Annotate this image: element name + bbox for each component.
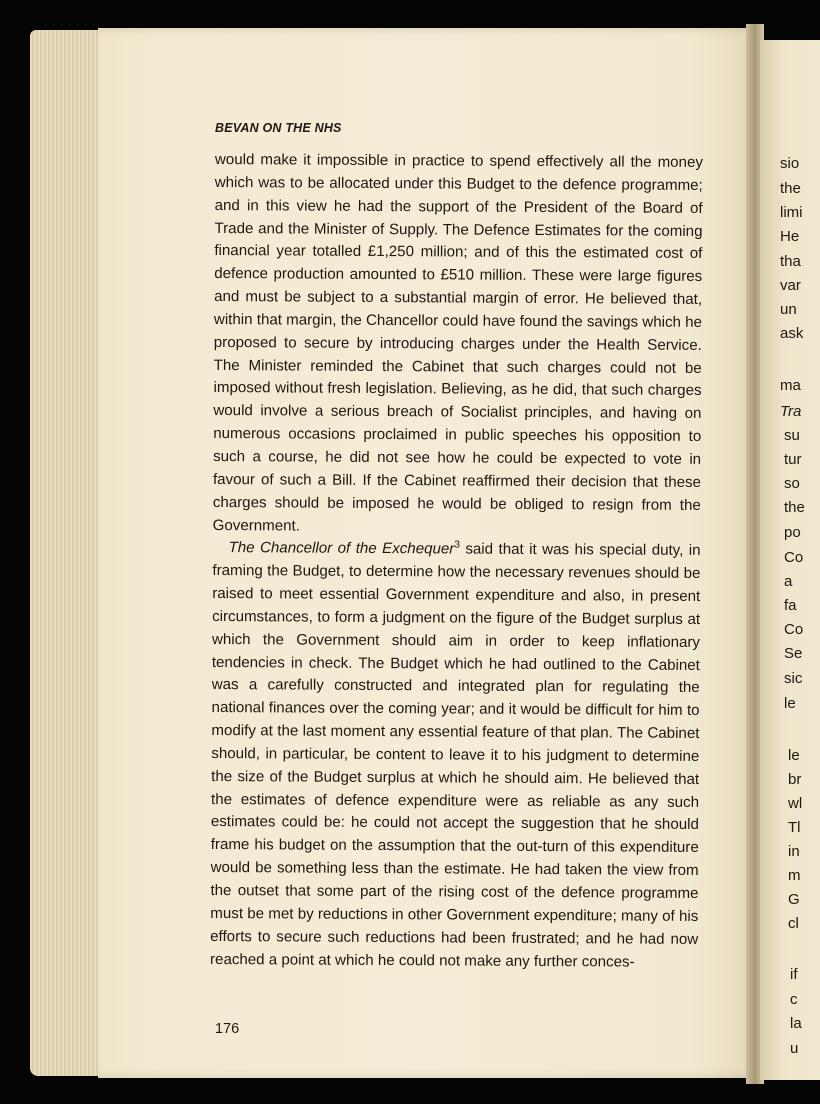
facing-page-fragment: un — [780, 301, 797, 318]
facing-page-fragment: He — [780, 228, 800, 245]
facing-page-fragment: Co — [784, 549, 804, 566]
facing-page-fragment: tur — [784, 451, 802, 468]
facing-page-fragment: in — [788, 843, 800, 860]
facing-page-fragment: sic — [784, 670, 803, 687]
facing-page-fragment: Tl — [788, 819, 801, 836]
facing-page-fragment: Se — [784, 645, 803, 662]
facing-page-fragment: po — [784, 524, 801, 541]
facing-page-fragment: cl — [788, 915, 799, 932]
facing-page-fragment: c — [790, 991, 798, 1008]
paragraph-1: would make it impossible in practice to spend effectively all the money which was to be allocated under this Budget to the defence programme; and in this view he had the support of the President of the Board of Trade and the Minister of Supply. The Defence Estimates for the coming financial year totalled £1,250 million; and of this the estimated cost of defence production amounted to £510 million. These were large figures and must be subject to a substantial margin of error. He believed that, within that margin, the Chancellor could have found the savings which he proposed to secure by introducing charges under the Health Service. The Minister reminded the Cabinet that such charges could not be imposed without fresh legislation. Believing, as he did, that such charges would involve a serious breach of Socialist principles, and having on numerous occasions proclaimed in public speeches his opposition to such a course, he did not see how he could be expected to vote in favour of such a Bill. If the Cabinet reaffirmed their decision that these charges should be imposed he would be obliged to resign from the Government. — [212, 150, 703, 535]
facing-page-fragment: fa — [784, 597, 797, 614]
facing-page-fragment: tha — [780, 253, 801, 270]
facing-page-fragment: limi — [780, 204, 803, 221]
paragraph-2-text: said that it was his special duty, in framing the Budget, to determine how the necessary revenues should be raised to meet essential Government expenditure and also, in present circumstances, to form a judgment on the figure of the Budget surplus at which the Government should aim in order to keep inflationary tendencies in check. The Budget which he had outlined to the Cabinet was a carefully constructed and integrated plan for regulating the national finances over the coming year; and it would be difficult for him to modify at the last moment any essential feature of that plan. The Cabinet should, in particular, be content to leave it to his judgment to determine the size of the Budget surplus at which he should aim. He believed that the estimates of defence expenditure were as reliable as any such estimates could be: he could not accept the suggestion that he should frame his budget on the assumption that the out-turn of this expenditure would be something less than the estimate. He had taken the view from the outset that some part of the rising cost of the defence programme must be met by reductions in other Government expenditure; many of his efforts to secure such reductions had been frustrated; and he had now reached a point at which he could not make any further conces- — [209, 540, 701, 971]
facing-page-fragment: br — [788, 771, 802, 788]
facing-page-fragment: ask — [780, 325, 804, 342]
facing-page-fragment: so — [784, 475, 800, 492]
facing-page-fragment: m — [788, 867, 801, 884]
facing-page-fragment: la — [790, 1015, 802, 1032]
facing-page-fragment: a — [784, 573, 793, 590]
facing-page-fragment: u — [790, 1040, 799, 1057]
body-text — [210, 149, 703, 974]
facing-page-fragment: Tra — [780, 403, 802, 420]
footnote-marker: 3 — [454, 539, 460, 551]
facing-page-fragment: le — [788, 747, 800, 764]
facing-page-fragment: G — [788, 891, 800, 908]
facing-page-fragment: the — [784, 499, 805, 516]
running-head: BEVAN ON THE NHS — [215, 121, 342, 135]
facing-page-fragment: le — [784, 695, 796, 712]
facing-page-fragment: var — [780, 277, 801, 294]
facing-page-fragment: su — [784, 427, 800, 444]
page-number: 176 — [215, 1021, 240, 1037]
speaker-name: The Chancellor of the Exchequer — [228, 539, 455, 558]
facing-page-fragment: ma — [780, 377, 801, 394]
facing-page-fragment: Co — [784, 621, 804, 638]
facing-page-fragment: wl — [788, 795, 803, 812]
facing-page-fragment: the — [780, 180, 801, 197]
facing-page-fragment: sio — [780, 155, 800, 172]
paragraph-2 — [210, 537, 701, 974]
facing-page-fragment: if — [790, 966, 798, 983]
